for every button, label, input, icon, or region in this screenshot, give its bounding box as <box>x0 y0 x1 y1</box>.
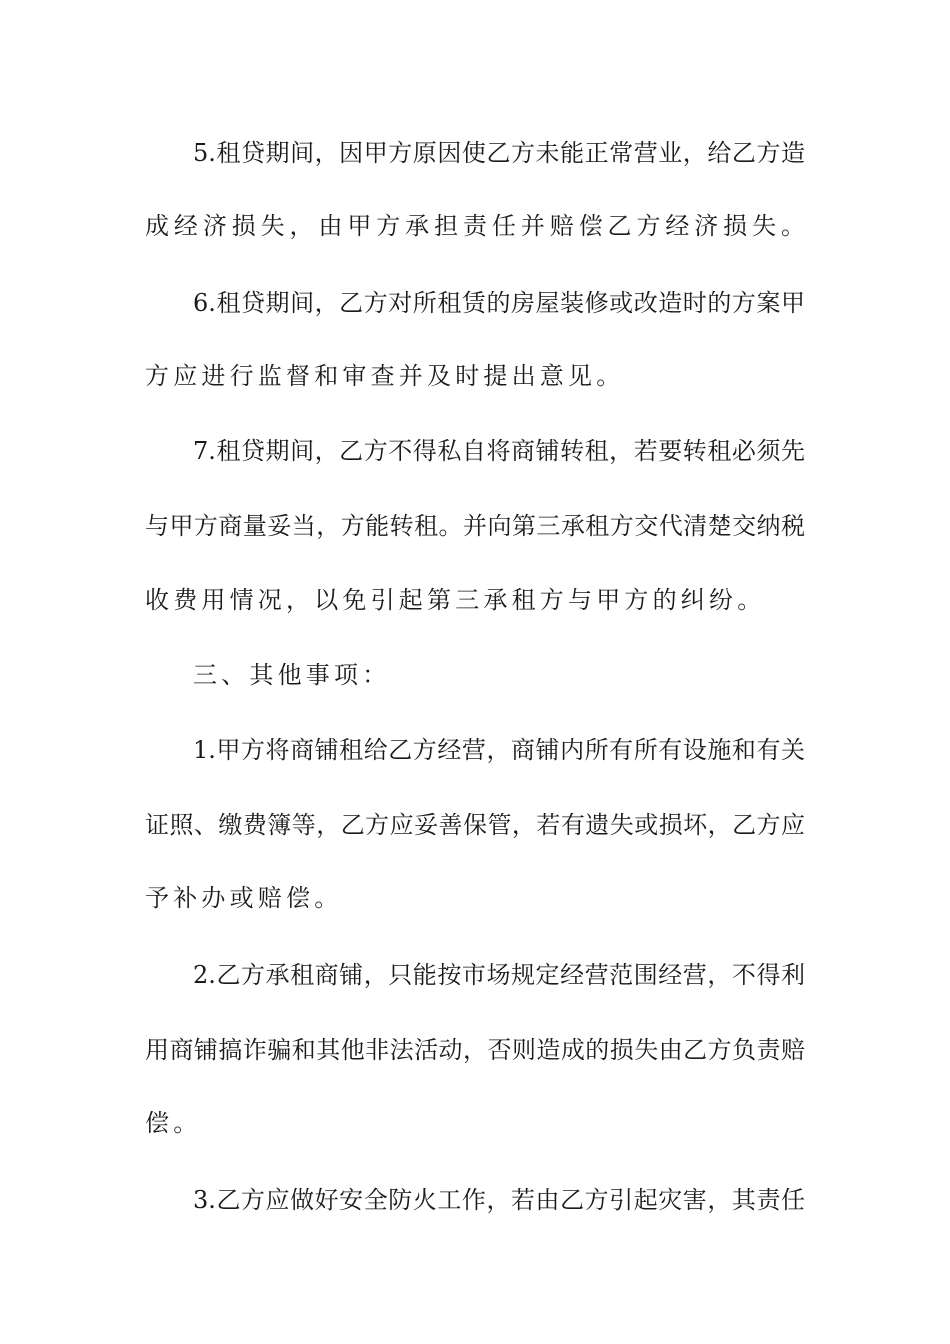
item-1-line-1: 1.甲方将商铺租给乙方经营，商铺内所有所有设施和有关 <box>193 736 805 764</box>
clause-5-line-2: 成经济损失，由甲方承担责任并赔偿乙方经济损失。 <box>145 212 805 240</box>
item-2-line-3: 偿。 <box>145 1109 202 1137</box>
section-heading-other-matters: 三、其他事项： <box>193 661 391 689</box>
clause-5-line-1: 5.租贷期间，因甲方原因使乙方未能正常营业，给乙方造 <box>193 139 805 167</box>
item-1-line-3: 予补办或赔偿。 <box>145 884 343 912</box>
item-1-line-2: 证照、缴费簿等，乙方应妥善保管，若有遗失或损坏，乙方应 <box>145 811 805 839</box>
clause-7-line-1: 7.租贷期间，乙方不得私自将商铺转租，若要转租必须先 <box>193 437 805 465</box>
clause-6-line-2: 方应进行监督和审查并及时提出意见。 <box>145 362 625 390</box>
item-3-line-1: 3.乙方应做好安全防火工作，若由乙方引起灾害，其责任 <box>193 1186 805 1214</box>
item-2-line-1: 2.乙方承租商铺，只能按市场规定经营范围经营，不得利 <box>193 961 805 989</box>
clause-7-line-3: 收费用情况，以免引起第三承租方与甲方的纠纷。 <box>145 586 766 614</box>
clause-7-line-2: 与甲方商量妥当，方能转租。并向第三承租方交代清楚交纳税 <box>145 512 805 540</box>
item-2-line-2: 用商铺搞诈骗和其他非法活动，否则造成的损失由乙方负责赔 <box>145 1036 805 1064</box>
clause-6-line-1: 6.租贷期间，乙方对所租赁的房屋装修或改造时的方案甲 <box>193 289 805 317</box>
